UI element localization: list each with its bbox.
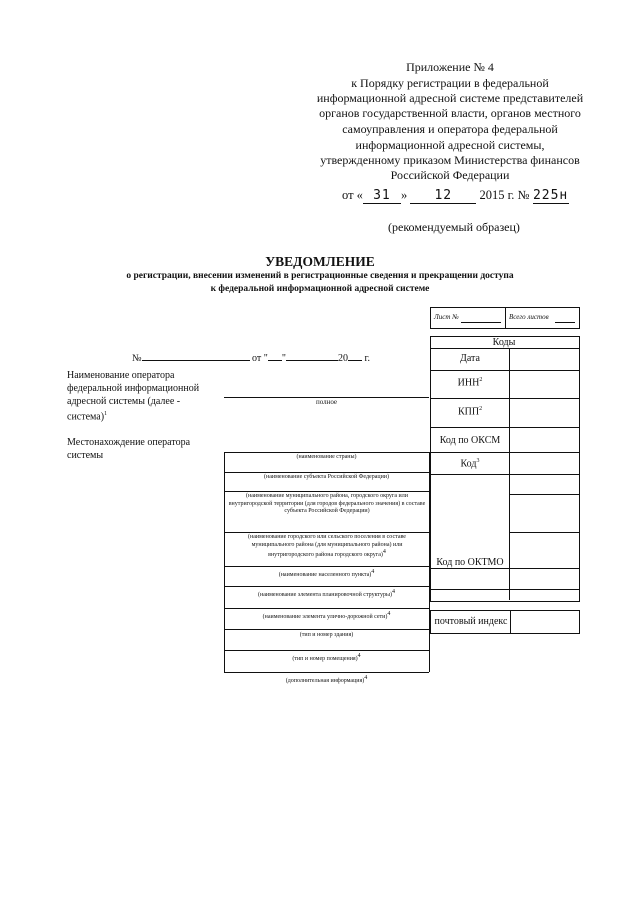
codes-row-line — [430, 568, 579, 569]
order-year: 2015 г. № — [479, 188, 530, 202]
codes-row-line — [430, 589, 579, 590]
codes-row-line — [509, 532, 579, 533]
codes-row-line — [430, 370, 579, 371]
date-prefix: от « — [342, 188, 363, 202]
extra-field[interactable] — [224, 672, 429, 673]
appendix-line: Приложение № 4 — [406, 60, 494, 74]
caption-building: (тип и номер здания) — [299, 632, 354, 638]
codes-row-line — [430, 427, 579, 428]
year-field[interactable] — [348, 350, 362, 361]
sheet-box — [430, 307, 580, 329]
sheet-total-label: Всего листов — [509, 313, 549, 321]
postal-code-box — [430, 610, 580, 634]
order-number: 225н — [532, 188, 569, 203]
number-sign: № — [132, 353, 142, 364]
order-day: 31 — [363, 188, 401, 204]
caption-subject: (наименование субъекта Российской Федерации) — [263, 474, 390, 480]
quote-open: " — [263, 353, 268, 364]
caption-country: (наименование страны) — [296, 454, 357, 460]
sheet-number-label: Лист № — [434, 313, 459, 321]
building-field[interactable] — [224, 629, 429, 630]
month-field[interactable] — [286, 350, 338, 361]
sheet-divider — [505, 308, 506, 328]
appendix-line: самоуправления и оператора федеральной — [342, 122, 558, 136]
number-date-line — [132, 350, 370, 364]
codes-row-line — [509, 494, 579, 495]
address-block-left-border — [224, 452, 225, 672]
postal-label: почтовый индекс — [434, 616, 508, 627]
location-label: Местонахождение оператора системы — [67, 437, 191, 461]
country-field[interactable] — [224, 452, 429, 453]
inn-label: ИНН$^2$ — [457, 377, 483, 389]
caption-planning: (наименование элемента планировочной структуры)$^4$ — [258, 589, 395, 598]
address-block-border — [429, 452, 430, 672]
caption-locality: (наименование населенного пункта)$^4$ — [278, 569, 375, 578]
room-field[interactable] — [224, 650, 429, 651]
from-label: от — [252, 353, 262, 364]
operator-name-label: Наименование оператора федеральной информационной адресной системы (далее - система)$^1$ — [67, 370, 200, 423]
caption-full: полное — [315, 398, 338, 406]
codes-row-line — [430, 452, 579, 453]
caption-room: (тип и номер помещения)$^4$ — [292, 653, 361, 662]
oksm-label: Код по ОКСМ — [439, 435, 501, 446]
recommended-sample-note: (рекомендуемый образец) — [388, 220, 520, 234]
codes-row-line — [430, 398, 579, 399]
appendix-line: информационной адресной системы, — [355, 138, 545, 152]
appendix-line: органов государственной власти, органов местного — [319, 106, 581, 120]
caption-extra: (дополнительная информация)$^4$ — [285, 675, 368, 684]
code-label: Код$^3$ — [460, 458, 480, 470]
subtitle-line-1: о регистрации, внесении изменений в регистрационные сведения и прекращении доступа — [126, 271, 514, 281]
subject-field[interactable] — [224, 472, 429, 473]
sheet-total-field[interactable] — [555, 322, 575, 323]
order-date-line — [342, 188, 569, 204]
appendix-line: информационной адресной системе представителей — [316, 91, 584, 105]
quote-close: " — [281, 353, 286, 364]
year-prefix: 20 — [337, 353, 348, 364]
caption-municipal: (наименование муниципального района, городского округа или внутригородской территории (для городов федерального значения) в составе субъекта Российской Федерации) — [228, 493, 426, 514]
kpp-label: КПП$^2$ — [457, 406, 483, 418]
day-field[interactable] — [268, 350, 282, 361]
year-suffix: г. — [364, 353, 370, 364]
codes-row-line — [430, 474, 579, 475]
order-month: 12 — [410, 188, 476, 204]
municipal-field[interactable] — [224, 491, 429, 492]
number-field[interactable] — [142, 350, 250, 361]
appendix-line: к Порядку регистрации в федеральной — [351, 76, 549, 90]
subtitle-line-2: к федеральной информационной адресной системе — [210, 284, 430, 294]
codes-header-divider — [430, 348, 579, 349]
locality-field[interactable] — [224, 566, 429, 567]
planning-field[interactable] — [224, 586, 429, 587]
sheet-number-field[interactable] — [461, 322, 501, 323]
date-mid: » — [400, 188, 408, 202]
codes-header: Коды — [492, 337, 516, 348]
oktmo-label: Код по ОКТМО — [436, 557, 504, 568]
caption-street: (наименование элемента улично-дорожной сети)$^4$ — [262, 611, 391, 620]
appendix-line: Российской Федерации — [390, 168, 510, 182]
settlement-field[interactable] — [224, 532, 429, 533]
street-field[interactable] — [224, 608, 429, 609]
appendix-line: утвержденному приказом Министерства финансов — [320, 153, 580, 167]
date-label: Дата — [460, 353, 480, 364]
page-title: УВЕДОМЛЕНИЕ — [265, 254, 375, 269]
caption-settlement: (наименование городского или сельского поселения в составе муниципального района (для муниципального района) или внутригородского района городского округа)$^4$ — [248, 534, 406, 558]
